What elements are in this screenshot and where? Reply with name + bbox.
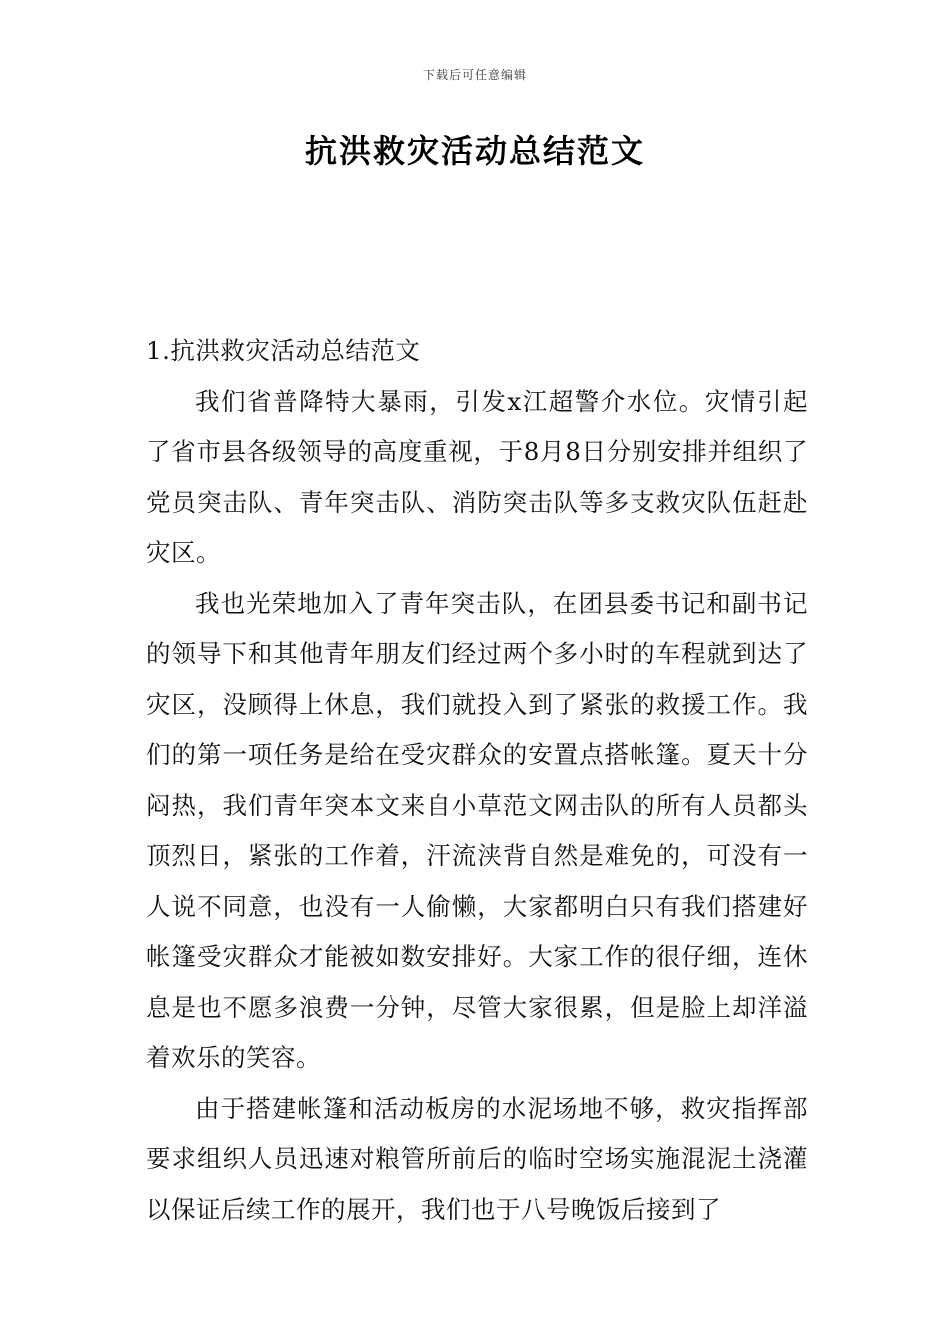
- section-heading: 1.抗洪救灾活动总结范文: [146, 336, 421, 365]
- document-title: 抗洪救灾活动总结范文: [304, 132, 645, 170]
- document-body: [146, 326, 808, 1235]
- header-note: 下载后可任意编辑: [422, 68, 527, 82]
- paragraph-1: 我们省普降特大暴雨，引发x江超警介水位。灾情引起了省市县各级领导的高度重视，于8月8日分别安排并组织了党员突击队、青年突击队、消防突击队等多支救灾队伍赶赴灾区。: [146, 386, 808, 567]
- paragraph-3: 由于搭建帐篷和活动板房的水泥场地不够，救灾指挥部要求组织人员迅速对粮管所前后的临时空场实施混泥土浇灌以保证后续工作的展开，我们也于八号晚饭后接到了: [146, 1093, 808, 1224]
- paragraph-2: 我也光荣地加入了青年突击队，在团县委书记和副书记的领导下和其他青年朋友们经过两个多小时的车程就到达了灾区，没顾得上休息，我们就投入到了紧张的救援工作。我们的第一项任务是给在受灾群众的安置点搭帐篷。夏天十分闷热，我们青年突本文来自小草范文网击队的所有人员都头顶烈日，紧张的工作着，汗流浃背自然是难免的，可没有一人说不同意，也没有一人偷懒，大家都明白只有我们搭建好帐篷受灾群众才能被如数安排好。大家工作的很仔细，连休息是也不愿多浪费一分钟，尽管大家很累，但是脸上却洋溢着欢乐的笑容。: [146, 588, 808, 1072]
